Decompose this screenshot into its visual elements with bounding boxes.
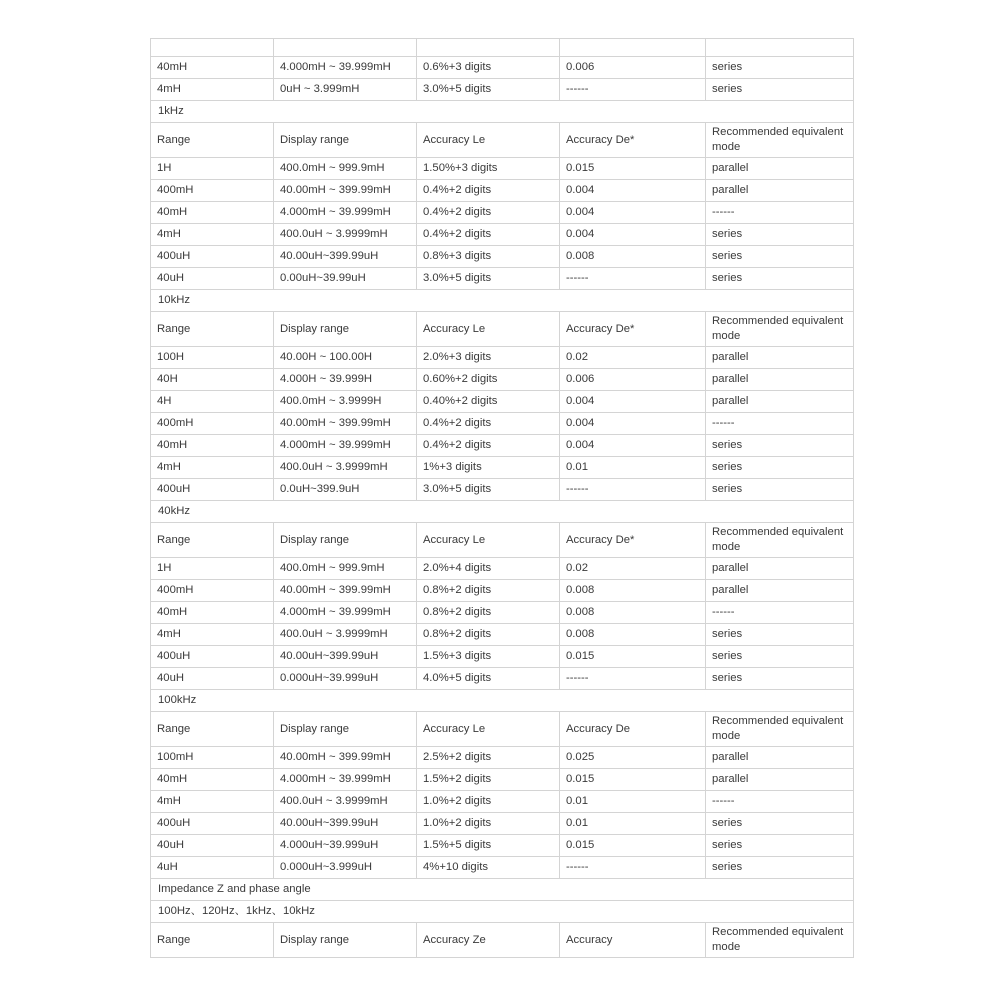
- accuracy-d-cell: 0.006: [560, 57, 706, 79]
- section-title: 100kHz: [151, 690, 854, 712]
- table-row: [151, 602, 854, 624]
- accuracy-cell: 0.4%+2 digits: [417, 413, 560, 435]
- accuracy-d-cell: 0.015: [560, 769, 706, 791]
- section-title: Impedance Z and phase angle: [151, 879, 854, 901]
- accuracy-cell: 1.5%+3 digits: [417, 646, 560, 668]
- accuracy-cell: Accuracy Le: [417, 312, 560, 347]
- mode-cell: series: [706, 246, 854, 268]
- mode-cell: parallel: [706, 391, 854, 413]
- display-range-cell: 40.00mH ~ 399.99mH: [274, 180, 417, 202]
- accuracy-d-cell: 0.004: [560, 180, 706, 202]
- section-title: 40kHz: [151, 501, 854, 523]
- mode-cell: parallel: [706, 580, 854, 602]
- accuracy-cell: 3.0%+5 digits: [417, 79, 560, 101]
- mode-cell: parallel: [706, 769, 854, 791]
- accuracy-d-cell: 0.008: [560, 624, 706, 646]
- accuracy-cell: 3.0%+5 digits: [417, 268, 560, 290]
- display-range-cell: 4.000mH ~ 39.999mH: [274, 202, 417, 224]
- display-range-cell: 4.000H ~ 39.999H: [274, 369, 417, 391]
- display-range-cell: Display range: [274, 123, 417, 158]
- range-cell: 40uH: [151, 668, 274, 690]
- header-row: [151, 312, 854, 347]
- range-cell: 400uH: [151, 646, 274, 668]
- accuracy-d-cell: Accuracy De*: [560, 312, 706, 347]
- accuracy-d-cell: 0.015: [560, 646, 706, 668]
- display-range-cell: 400.0uH ~ 3.9999mH: [274, 624, 417, 646]
- mode-cell: series: [706, 224, 854, 246]
- accuracy-cell: 0.6%+3 digits: [417, 57, 560, 79]
- table-row: [151, 202, 854, 224]
- range-cell: 40uH: [151, 835, 274, 857]
- range-cell: 400mH: [151, 180, 274, 202]
- table-row: [151, 246, 854, 268]
- accuracy-cell: 0.60%+2 digits: [417, 369, 560, 391]
- mode-cell: series: [706, 268, 854, 290]
- accuracy-d-cell: 0.025: [560, 747, 706, 769]
- range-cell: 400mH: [151, 413, 274, 435]
- accuracy-d-cell: 0.01: [560, 791, 706, 813]
- display-range-cell: 4.000mH ~ 39.999mH: [274, 435, 417, 457]
- table-row: [151, 158, 854, 180]
- range-cell: Range: [151, 312, 274, 347]
- partial-cell: [274, 39, 417, 57]
- range-cell: 400mH: [151, 580, 274, 602]
- accuracy-d-cell: ------: [560, 479, 706, 501]
- range-cell: 4mH: [151, 624, 274, 646]
- mode-cell: ------: [706, 602, 854, 624]
- accuracy-cell: 0.4%+2 digits: [417, 202, 560, 224]
- range-cell: 400uH: [151, 246, 274, 268]
- accuracy-d-cell: 0.006: [560, 369, 706, 391]
- accuracy-cell: 1.0%+2 digits: [417, 813, 560, 835]
- mode-cell: parallel: [706, 558, 854, 580]
- table-row: [151, 580, 854, 602]
- accuracy-cell: 0.4%+2 digits: [417, 180, 560, 202]
- display-range-cell: 40.00uH~399.99uH: [274, 813, 417, 835]
- range-cell: 400uH: [151, 479, 274, 501]
- mode-cell: parallel: [706, 180, 854, 202]
- table-row: [151, 558, 854, 580]
- mode-cell: series: [706, 457, 854, 479]
- table-row: [151, 57, 854, 79]
- accuracy-d-cell: 0.008: [560, 246, 706, 268]
- table-row: [151, 835, 854, 857]
- accuracy-d-cell: 0.004: [560, 224, 706, 246]
- impedance-header-row: [151, 923, 854, 958]
- display-range-cell: 0.00uH~39.99uH: [274, 268, 417, 290]
- display-range-cell: 40.00H ~ 100.00H: [274, 347, 417, 369]
- frequency-section-title: [151, 690, 854, 712]
- display-range-cell: 40.00uH~399.99uH: [274, 646, 417, 668]
- mode-cell: ------: [706, 413, 854, 435]
- accuracy-d-cell: 0.004: [560, 435, 706, 457]
- table-row: [151, 813, 854, 835]
- mode-cell: Recommended equivalent mode: [706, 923, 854, 958]
- table-body: [151, 39, 854, 958]
- table-row: [151, 347, 854, 369]
- accuracy-cell: 1.5%+5 digits: [417, 835, 560, 857]
- section-title: 1kHz: [151, 101, 854, 123]
- table-row: [151, 624, 854, 646]
- frequency-section-title: [151, 501, 854, 523]
- range-cell: Range: [151, 923, 274, 958]
- mode-cell: series: [706, 479, 854, 501]
- mode-cell: series: [706, 624, 854, 646]
- range-cell: 100H: [151, 347, 274, 369]
- display-range-cell: 4.000mH ~ 39.999mH: [274, 602, 417, 624]
- display-range-cell: 40.00mH ~ 399.99mH: [274, 580, 417, 602]
- header-row: [151, 123, 854, 158]
- display-range-cell: 40.00mH ~ 399.99mH: [274, 747, 417, 769]
- range-cell: Range: [151, 712, 274, 747]
- accuracy-cell: 0.8%+2 digits: [417, 580, 560, 602]
- display-range-cell: 0.000uH~3.999uH: [274, 857, 417, 879]
- display-range-cell: Display range: [274, 712, 417, 747]
- mode-cell: series: [706, 857, 854, 879]
- accuracy-cell: 0.4%+2 digits: [417, 224, 560, 246]
- display-range-cell: 400.0uH ~ 3.9999mH: [274, 791, 417, 813]
- display-range-cell: 400.0mH ~ 3.9999H: [274, 391, 417, 413]
- accuracy-cell: 0.8%+2 digits: [417, 602, 560, 624]
- mode-cell: ------: [706, 202, 854, 224]
- display-range-cell: 40.00mH ~ 399.99mH: [274, 413, 417, 435]
- range-cell: 40mH: [151, 202, 274, 224]
- range-cell: 40mH: [151, 435, 274, 457]
- display-range-cell: Display range: [274, 923, 417, 958]
- accuracy-d-cell: 0.02: [560, 347, 706, 369]
- range-cell: 4mH: [151, 79, 274, 101]
- display-range-cell: 4.000mH ~ 39.999mH: [274, 769, 417, 791]
- display-range-cell: 0.000uH~39.999uH: [274, 668, 417, 690]
- accuracy-cell: 0.40%+2 digits: [417, 391, 560, 413]
- accuracy-cell: Accuracy Le: [417, 712, 560, 747]
- table-row: [151, 79, 854, 101]
- table-row: [151, 668, 854, 690]
- mode-cell: series: [706, 646, 854, 668]
- display-range-cell: 0.0uH~399.9uH: [274, 479, 417, 501]
- mode-cell: Recommended equivalent mode: [706, 712, 854, 747]
- mode-cell: parallel: [706, 369, 854, 391]
- table-row: [151, 413, 854, 435]
- accuracy-d-cell: 0.01: [560, 813, 706, 835]
- accuracy-d-cell: 0.015: [560, 158, 706, 180]
- range-cell: 40mH: [151, 769, 274, 791]
- impedance-frequencies-row: [151, 901, 854, 923]
- accuracy-cell: 0.8%+2 digits: [417, 624, 560, 646]
- section-title: 100Hz、120Hz、1kHz、10kHz: [151, 901, 854, 923]
- range-cell: 100mH: [151, 747, 274, 769]
- display-range-cell: 400.0mH ~ 999.9mH: [274, 158, 417, 180]
- display-range-cell: Display range: [274, 312, 417, 347]
- mode-cell: parallel: [706, 347, 854, 369]
- table-row: [151, 268, 854, 290]
- accuracy-cell: Accuracy Le: [417, 123, 560, 158]
- inductance-spec-table: [150, 38, 854, 958]
- range-cell: 1H: [151, 158, 274, 180]
- header-row: [151, 712, 854, 747]
- accuracy-cell: 2.0%+4 digits: [417, 558, 560, 580]
- accuracy-d-cell: Accuracy De*: [560, 523, 706, 558]
- accuracy-d-cell: 0.004: [560, 413, 706, 435]
- table-row: [151, 180, 854, 202]
- accuracy-d-cell: 0.015: [560, 835, 706, 857]
- accuracy-cell: 0.4%+2 digits: [417, 435, 560, 457]
- accuracy-cell: 4.0%+5 digits: [417, 668, 560, 690]
- accuracy-d-cell: 0.004: [560, 391, 706, 413]
- display-range-cell: 400.0mH ~ 999.9mH: [274, 558, 417, 580]
- accuracy-d-cell: ------: [560, 668, 706, 690]
- accuracy-cell: 3.0%+5 digits: [417, 479, 560, 501]
- accuracy-d-cell: 0.02: [560, 558, 706, 580]
- mode-cell: ------: [706, 791, 854, 813]
- range-cell: 4H: [151, 391, 274, 413]
- range-cell: Range: [151, 523, 274, 558]
- spec-sheet: [150, 38, 853, 953]
- accuracy-cell: Accuracy Le: [417, 523, 560, 558]
- mode-cell: series: [706, 79, 854, 101]
- mode-cell: series: [706, 57, 854, 79]
- mode-cell: series: [706, 813, 854, 835]
- display-range-cell: 400.0uH ~ 3.9999mH: [274, 224, 417, 246]
- partial-cell: [417, 39, 560, 57]
- table-row: [151, 646, 854, 668]
- accuracy-d-cell: ------: [560, 268, 706, 290]
- display-range-cell: 400.0uH ~ 3.9999mH: [274, 457, 417, 479]
- range-cell: 1H: [151, 558, 274, 580]
- mode-cell: series: [706, 435, 854, 457]
- table-row: [151, 224, 854, 246]
- range-cell: 40H: [151, 369, 274, 391]
- range-cell: 400uH: [151, 813, 274, 835]
- range-cell: 4mH: [151, 791, 274, 813]
- accuracy-d-cell: Accuracy: [560, 923, 706, 958]
- table-row: [151, 857, 854, 879]
- accuracy-cell: 1.5%+2 digits: [417, 769, 560, 791]
- accuracy-d-cell: 0.008: [560, 602, 706, 624]
- mode-cell: Recommended equivalent mode: [706, 523, 854, 558]
- partial-cell: [706, 39, 854, 57]
- accuracy-cell: 1%+3 digits: [417, 457, 560, 479]
- mode-cell: Recommended equivalent mode: [706, 123, 854, 158]
- display-range-cell: 40.00uH~399.99uH: [274, 246, 417, 268]
- range-cell: Range: [151, 123, 274, 158]
- mode-cell: Recommended equivalent mode: [706, 312, 854, 347]
- display-range-cell: 4.000mH ~ 39.999mH: [274, 57, 417, 79]
- accuracy-cell: 2.0%+3 digits: [417, 347, 560, 369]
- table-row: [151, 791, 854, 813]
- table-row: [151, 391, 854, 413]
- mode-cell: parallel: [706, 158, 854, 180]
- header-row: [151, 523, 854, 558]
- accuracy-cell: 1.0%+2 digits: [417, 791, 560, 813]
- range-cell: 4mH: [151, 224, 274, 246]
- accuracy-d-cell: ------: [560, 857, 706, 879]
- display-range-cell: 4.000uH~39.999uH: [274, 835, 417, 857]
- display-range-cell: Display range: [274, 523, 417, 558]
- accuracy-d-cell: Accuracy De*: [560, 123, 706, 158]
- display-range-cell: 0uH ~ 3.999mH: [274, 79, 417, 101]
- section-title: 10kHz: [151, 290, 854, 312]
- table-row: [151, 747, 854, 769]
- range-cell: 40mH: [151, 57, 274, 79]
- accuracy-cell: 2.5%+2 digits: [417, 747, 560, 769]
- accuracy-cell: 4%+10 digits: [417, 857, 560, 879]
- range-cell: 40uH: [151, 268, 274, 290]
- table-row: [151, 769, 854, 791]
- impedance-title-row: [151, 879, 854, 901]
- partial-cell: [151, 39, 274, 57]
- partial-row: [151, 39, 854, 57]
- range-cell: 4uH: [151, 857, 274, 879]
- partial-cell: [560, 39, 706, 57]
- mode-cell: series: [706, 835, 854, 857]
- table-row: [151, 457, 854, 479]
- range-cell: 40mH: [151, 602, 274, 624]
- accuracy-d-cell: 0.008: [560, 580, 706, 602]
- range-cell: 4mH: [151, 457, 274, 479]
- table-row: [151, 479, 854, 501]
- accuracy-d-cell: Accuracy De: [560, 712, 706, 747]
- frequency-section-title: [151, 290, 854, 312]
- accuracy-d-cell: 0.01: [560, 457, 706, 479]
- table-row: [151, 369, 854, 391]
- accuracy-d-cell: ------: [560, 79, 706, 101]
- accuracy-cell: 0.8%+3 digits: [417, 246, 560, 268]
- table-row: [151, 435, 854, 457]
- frequency-section-title: [151, 101, 854, 123]
- mode-cell: parallel: [706, 747, 854, 769]
- mode-cell: series: [706, 668, 854, 690]
- accuracy-cell: 1.50%+3 digits: [417, 158, 560, 180]
- accuracy-d-cell: 0.004: [560, 202, 706, 224]
- accuracy-cell: Accuracy Ze: [417, 923, 560, 958]
